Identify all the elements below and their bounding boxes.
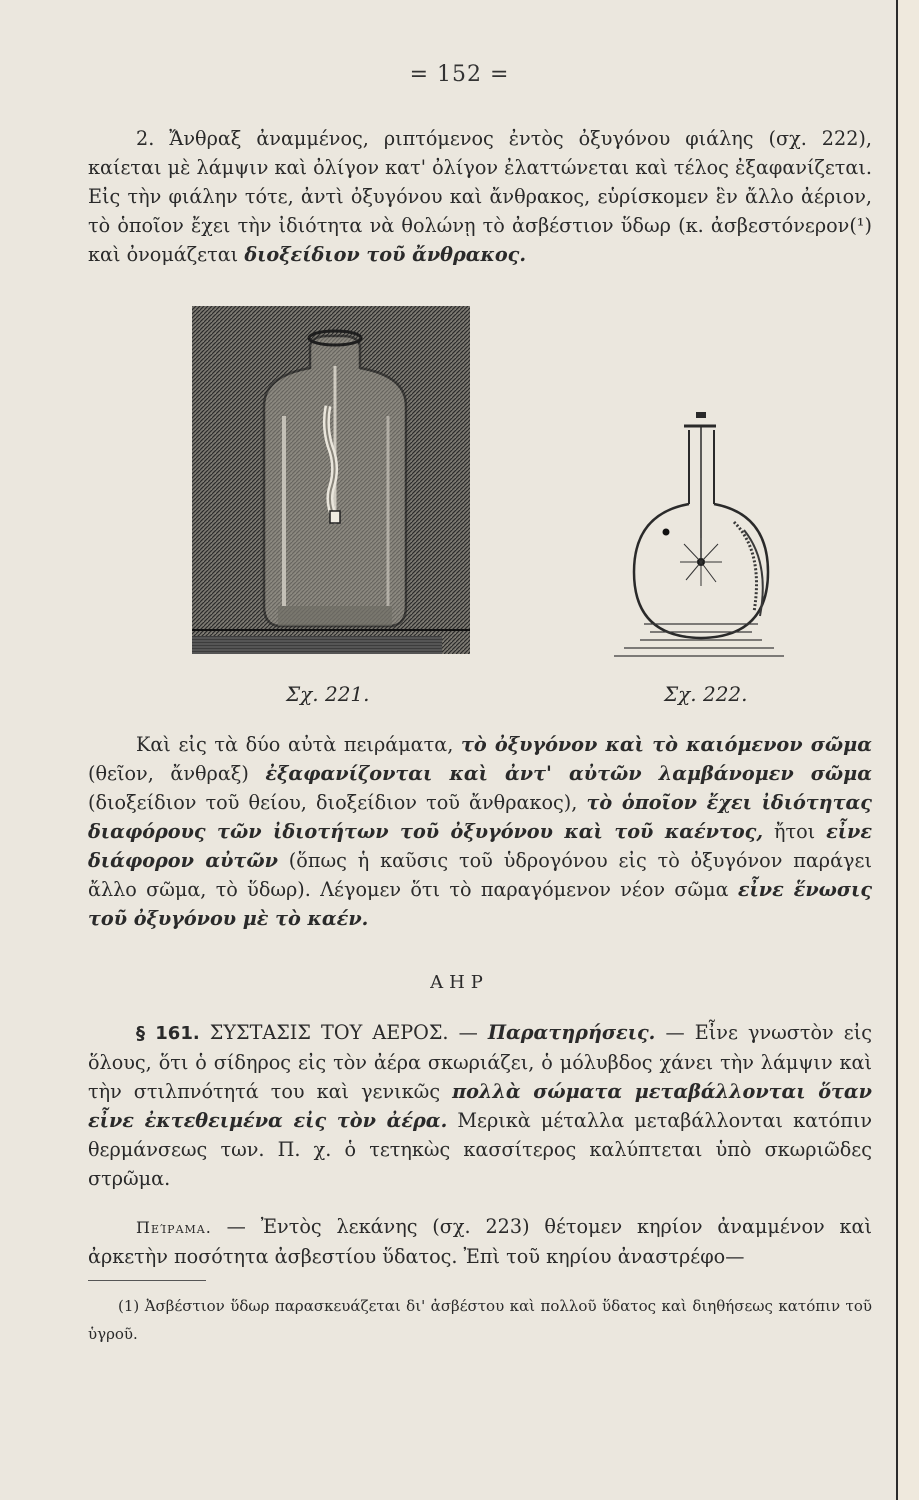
paragraph-text: Μερικὰ μέταλλα μεταβάλλονται κατόπιν θερμάνσεως των. Π. χ. ὁ τετηκὼς κασσίτερος καλύπτεται ὑπὸ σκωριῶδες στρῶμα.	[88, 1109, 873, 1190]
paragraph-experiment	[88, 1212, 872, 1271]
figure-221-caption: Σχ. 221.	[286, 682, 370, 706]
paragraph-text: ἤτοι	[763, 820, 827, 843]
paragraph-experiment-2	[88, 124, 872, 269]
emphasis-text: πολλὰ σώματα μεταβάλλονται ὅταν εἶνε ἐκτεθειμένα εἰς τὸν ἀέρα.	[88, 1080, 872, 1132]
emphasis-text: τὸ ὁποῖον ἔχει ἰδιότητας διαφόρους τῶν ἰδιοτήτων τοῦ ὀξυγόνου καὶ τοῦ καέντος,	[88, 791, 872, 843]
section-title: ΣΥΣΤΑΣΙΣ ΤΟΥ ΑΕΡΟΣ. —	[199, 1021, 488, 1044]
paragraph-text: Καὶ εἰς τὰ δύο αὐτὰ πειράματα,	[136, 733, 461, 756]
experiment-label: Πείραμα.	[136, 1218, 212, 1237]
section-heading: ΑΗΡ	[430, 972, 489, 993]
paragraph-text: (θεῖον, ἄνθραξ)	[88, 762, 266, 785]
emphasis-text: ἐξαφανίζονται καὶ ἀντ' αὐτῶν λαμβάνομεν σῶμα	[265, 762, 872, 785]
page-number: = 152 =	[409, 62, 510, 87]
paragraph-text: (διοξείδιον τοῦ θείου, διοξείδιον τοῦ ἄνθρακος),	[88, 791, 587, 814]
figure-221-illustration	[192, 306, 470, 654]
paragraph-text: — Εἶνε γνωστὸν εἰς ὅλους, ὅτι ὁ σίδηρος εἰς τὸν ἀέρα σκωριάζει, ὁ μόλυβδος χάνει τὴν λάμψιν καὶ τὴν στιλπνότητά του καὶ γενικῶς	[88, 1021, 872, 1103]
paragraph-text: 2. Ἄνθραξ ἀναμμένος, ριπτόμενος ἐντὸς ὀξυγόνου φιάλης (σχ. 222), καίεται μὲ λάμψιν καὶ ὀλίγον κατ' ὀλίγον ἐλαττώνεται καὶ τέλος ἐξαφανίζεται. Εἰς τὴν φιάλην τότε, ἀντὶ ὀξυγόνου καὶ ἄνθρακος, εὑρίσκομεν ἓν ἄλλο ἀέριον, τὸ ὁποῖον ἔχει τὴν ἰδιότητα νὰ θολώνῃ τὸ ἀσβέστιον ὕδωρ (κ. ἀσβεστόνερον(¹) καὶ ὀνομάζεται	[88, 127, 872, 266]
paragraph-conclusion	[88, 730, 872, 933]
adjacent-page-edge	[896, 0, 919, 1500]
figure-222-caption: Σχ. 222.	[664, 682, 748, 706]
section-number: § 161.	[136, 1023, 200, 1044]
paragraph-section-161	[88, 1018, 872, 1193]
figure-222-illustration	[604, 412, 789, 662]
footnote-divider	[88, 1280, 206, 1281]
paragraph-text: — Ἐντὸς λεκάνης (σχ. 223) θέτομεν κηρίον ἀναμμένον καὶ ἀρκετὴν ποσότητα ἀσβεστίου ὕδατος. Ἐπὶ τοῦ κηρίου ἀναστρέφο—	[88, 1215, 872, 1268]
footnote: (1) Ἀσβέστιον ὕδωρ παρασκευάζεται δι' ἀσβέστου καὶ πολλοῦ ὕδατος καὶ διηθήσεως κατόπιν τοῦ ὑγροῦ.	[88, 1297, 872, 1343]
paragraph-text: (ὅπως ἡ καῦσις τοῦ ὑδρογόνου εἰς τὸ ὀξυγόνον παράγει ἄλλο σῶμα, τὸ ὕδωρ). Λέγομεν ὅτι τὸ παραγόμενον νέον σῶμα	[88, 849, 872, 901]
subsection-title: Παρατηρήσεις.	[487, 1021, 656, 1044]
emphasis-text: διοξείδιον τοῦ ἄνθρακος.	[244, 243, 527, 266]
emphasis-text: τὸ ὀξυγόνον καὶ τὸ καιόμενον σῶμα	[460, 733, 872, 756]
emphasis-text: εἶνε ἕνωσις τοῦ ὀξυγόνου μὲ τὸ καέν.	[88, 878, 873, 930]
emphasis-text: εἶνε διάφορον αὐτῶν	[88, 820, 872, 872]
